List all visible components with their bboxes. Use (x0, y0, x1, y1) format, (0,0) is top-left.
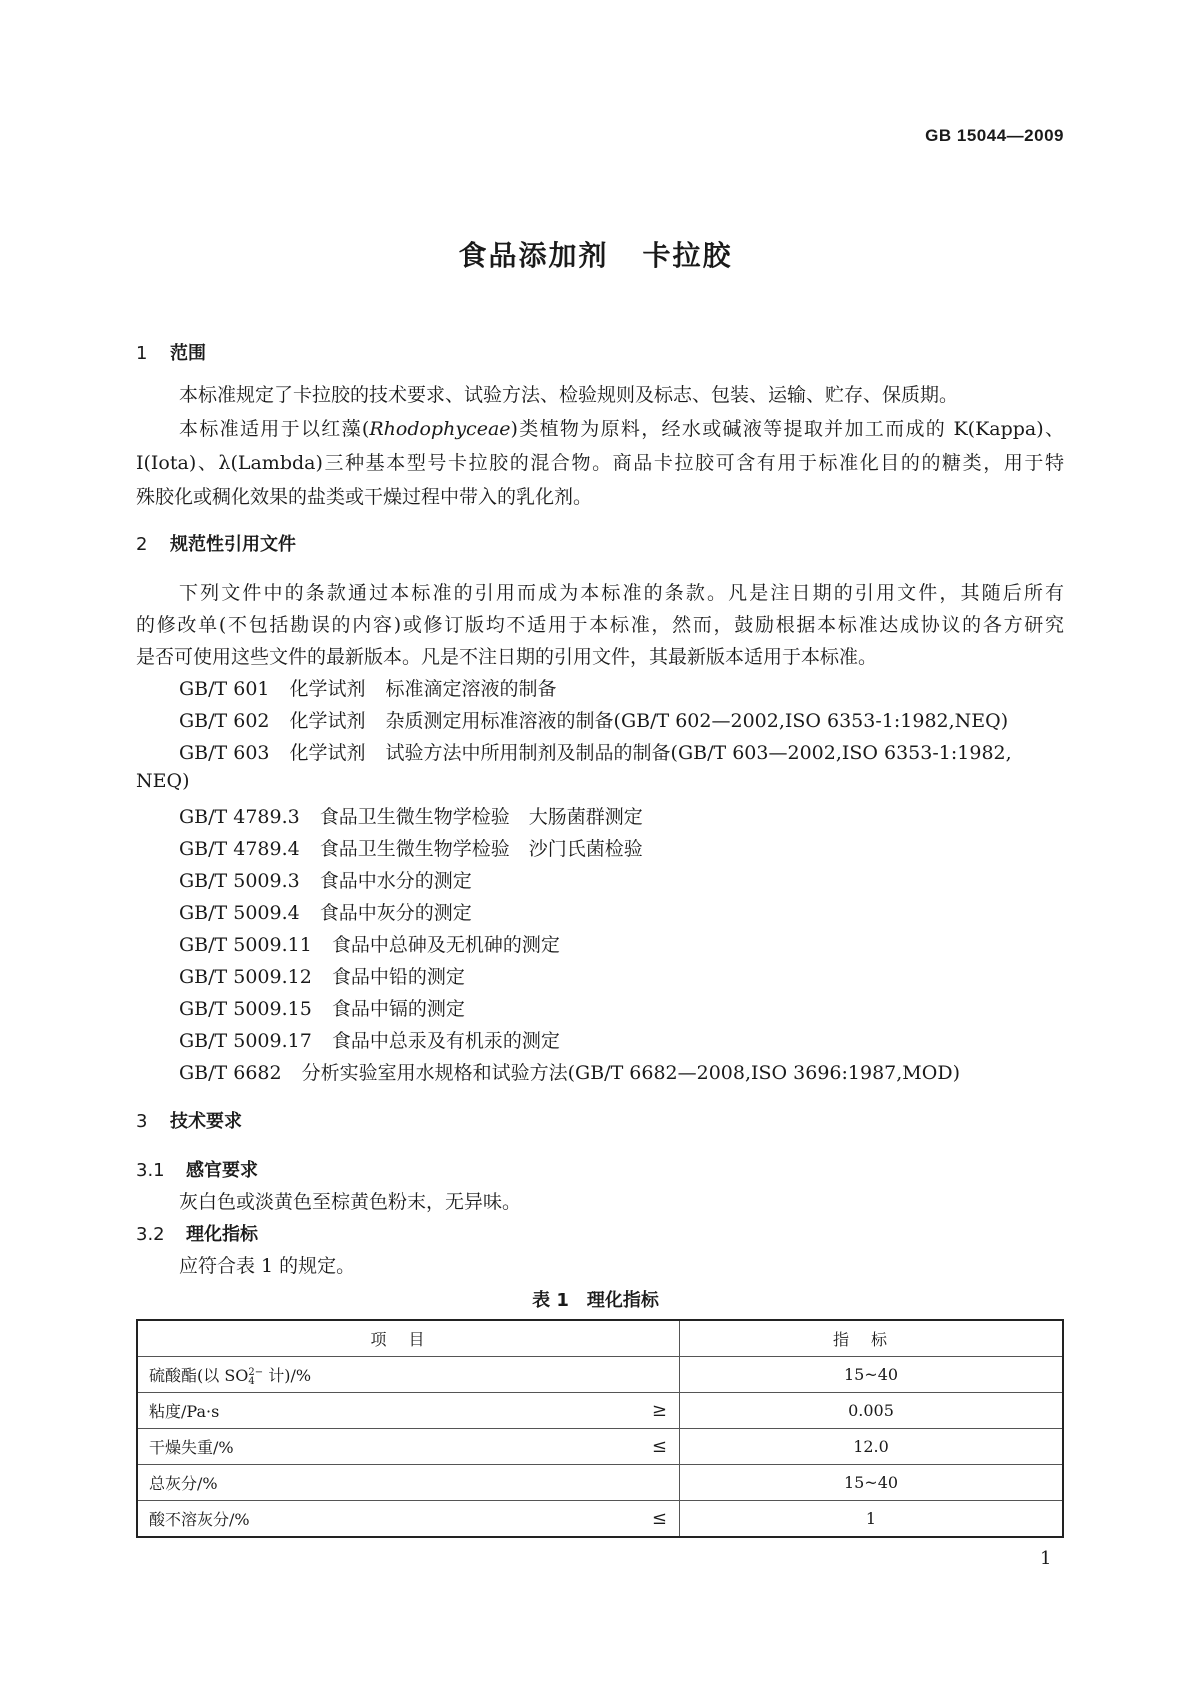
reference-title: 杂质测定用标准溶液的制备(GB/T 602—2002,ISO 6353-1:1982,NEQ) (385, 710, 1009, 732)
table-row (137, 1393, 1063, 1429)
subscript: 4 (248, 1375, 255, 1387)
value-cell: 1 (680, 1501, 1064, 1538)
normative-reference (179, 738, 1012, 765)
paragraph-line: 殊胶化或稠化效果的盐类或干燥过程中带入的乳化剂。 (136, 486, 593, 508)
section-3-2-heading (136, 1220, 258, 1246)
reference-title: 食品中灰分的测定 (319, 902, 472, 924)
paragraph-line: 是否可使用这些文件的最新版本。凡是不注日期的引用文件，其最新版本适用于本标准。 (136, 646, 878, 668)
normative-reference (179, 1026, 560, 1053)
latin-name: Rhodophyceae (369, 418, 511, 440)
text: 本标准适用于以红藻( (179, 418, 370, 440)
reference-title: 食品中水分的测定 (319, 870, 472, 892)
reference-code: GB/T 5009.11 (179, 934, 312, 956)
item-text: 酸不溶灰分/% (149, 1510, 250, 1529)
item-text: 计)/% (263, 1366, 312, 1385)
title-part-2: 卡拉胶 (642, 239, 733, 272)
section-title: 规范性引用文件 (170, 534, 296, 555)
operator: ≥ (651, 1400, 667, 1421)
reference-title: 食品中总砷及无机砷的测定 (331, 934, 560, 956)
paragraph-line: 下列文件中的条款通过本标准的引用而成为本标准的条款。凡是注日期的引用文件，其随后所有 (179, 582, 1064, 604)
paragraph-line: I(Iota)、λ(Lambda)三种基本型号卡拉胶的混合物。商品卡拉胶可含有用于标准化目的的糖类，用于特 (136, 452, 1064, 474)
reference-category: 化学试剂 (289, 678, 366, 700)
reference-title: 食品中镉的测定 (331, 998, 465, 1020)
operator: ≤ (651, 1508, 667, 1529)
item-cell (137, 1357, 680, 1393)
table-row (137, 1501, 1063, 1538)
normative-reference (179, 930, 560, 957)
section-title: 技术要求 (170, 1111, 242, 1132)
reference-continuation: NEQ) (136, 770, 190, 792)
reference-title: 标准滴定溶液的制备 (385, 678, 557, 700)
item-text: 硫酸酯(以 SO (149, 1366, 249, 1385)
reference-category: 化学试剂 (289, 710, 366, 732)
paragraph-line: 的修改单(不包括勘误的内容)或修订版均不适用于本标准，然而，鼓励根据本标准达成协议的各方研究 (136, 614, 1064, 636)
reference-code: GB/T 5009.4 (179, 902, 300, 924)
normative-reference (179, 802, 643, 829)
paragraph: 灰白色或淡黄色至棕黄色粉末，无异味。 (179, 1191, 522, 1213)
table-row (137, 1429, 1063, 1465)
reference-title: 试验方法中所用制剂及制品的制备(GB/T 603—2002,ISO 6353-1:1982, (385, 742, 1012, 764)
item-text: 粘度/Pa·s (149, 1402, 220, 1421)
section-number: 3.2 (136, 1224, 165, 1245)
section-3-1-heading (136, 1156, 258, 1182)
table-title: 理化指标 (586, 1290, 659, 1311)
section-number: 3.1 (136, 1160, 165, 1181)
superscript: 2− (248, 1366, 264, 1378)
section-1-heading (136, 339, 206, 365)
item-cell (137, 1429, 680, 1465)
reference-code: GB/T 5009.17 (179, 1030, 312, 1052)
table-row (137, 1465, 1063, 1501)
section-3-heading (136, 1107, 242, 1133)
reference-code: GB/T 601 (179, 678, 270, 700)
section-title: 范围 (170, 343, 206, 364)
reference-title: 食品中总汞及有机汞的测定 (331, 1030, 560, 1052)
text: )类植物为原料，经水或碱液等提取并加工而成的 K(Kappa)、 (510, 418, 1064, 440)
paragraph (179, 414, 1064, 441)
paragraph: 本标准规定了卡拉胶的技术要求、试验方法、检验规则及标志、包装、运输、贮存、保质期。 (179, 384, 959, 406)
item-cell (137, 1465, 680, 1501)
section-number: 2 (136, 534, 148, 555)
section-title: 感官要求 (186, 1160, 258, 1181)
reference-code: GB/T 5009.12 (179, 966, 312, 988)
physicochemical-table (136, 1319, 1064, 1538)
reference-code: GB/T 5009.15 (179, 998, 312, 1020)
reference-code: GB/T 6682 (179, 1062, 282, 1084)
column-header-value: 指标 (680, 1320, 1064, 1357)
reference-title: 分析实验室用水规格和试验方法(GB/T 6682—2008,ISO 3696:1987,MOD) (301, 1062, 960, 1084)
reference-title: 食品卫生微生物学检验 沙门氏菌检验 (319, 838, 643, 860)
reference-code: GB/T 602 (179, 710, 270, 732)
table-caption (0, 1286, 1191, 1312)
value-cell: 12.0 (680, 1429, 1064, 1465)
normative-reference (179, 1058, 960, 1085)
normative-reference (179, 962, 465, 989)
reference-code: GB/T 4789.3 (179, 806, 300, 828)
item-text: 总灰分/% (149, 1474, 218, 1493)
item-text: 干燥失重/% (149, 1438, 234, 1457)
sulfate-ion-scripts (248, 1368, 263, 1386)
normative-reference (179, 706, 1008, 733)
paragraph: 应符合表 1 的规定。 (179, 1255, 356, 1277)
reference-code: GB/T 5009.3 (179, 870, 300, 892)
normative-reference (179, 834, 643, 861)
value-cell: 15~40 (680, 1465, 1064, 1501)
reference-code: GB/T 4789.4 (179, 838, 300, 860)
reference-code: GB/T 603 (179, 742, 270, 764)
normative-reference (179, 866, 472, 893)
table-number: 表 1 (532, 1290, 569, 1311)
normative-reference (179, 898, 472, 925)
reference-title: 食品卫生微生物学检验 大肠菌群测定 (319, 806, 643, 828)
page-number: 1 (1040, 1548, 1052, 1569)
operator: ≤ (651, 1436, 667, 1457)
section-number: 3 (136, 1111, 148, 1132)
reference-title: 食品中铅的测定 (331, 966, 465, 988)
table-header-row (137, 1320, 1063, 1357)
value-cell: 0.005 (680, 1393, 1064, 1429)
standard-code: GB 15044—2009 (925, 126, 1064, 145)
item-cell (137, 1393, 680, 1429)
section-title: 理化指标 (186, 1224, 258, 1245)
title-part-1: 食品添加剂 (458, 239, 609, 272)
document-title (0, 234, 1191, 274)
table-row (137, 1357, 1063, 1393)
section-2-heading (136, 530, 296, 556)
column-header-item: 项目 (137, 1320, 680, 1357)
normative-reference (179, 674, 557, 701)
section-number: 1 (136, 343, 148, 364)
normative-reference (179, 994, 465, 1021)
reference-category: 化学试剂 (289, 742, 366, 764)
value-cell: 15~40 (680, 1357, 1064, 1393)
item-cell (137, 1501, 680, 1538)
